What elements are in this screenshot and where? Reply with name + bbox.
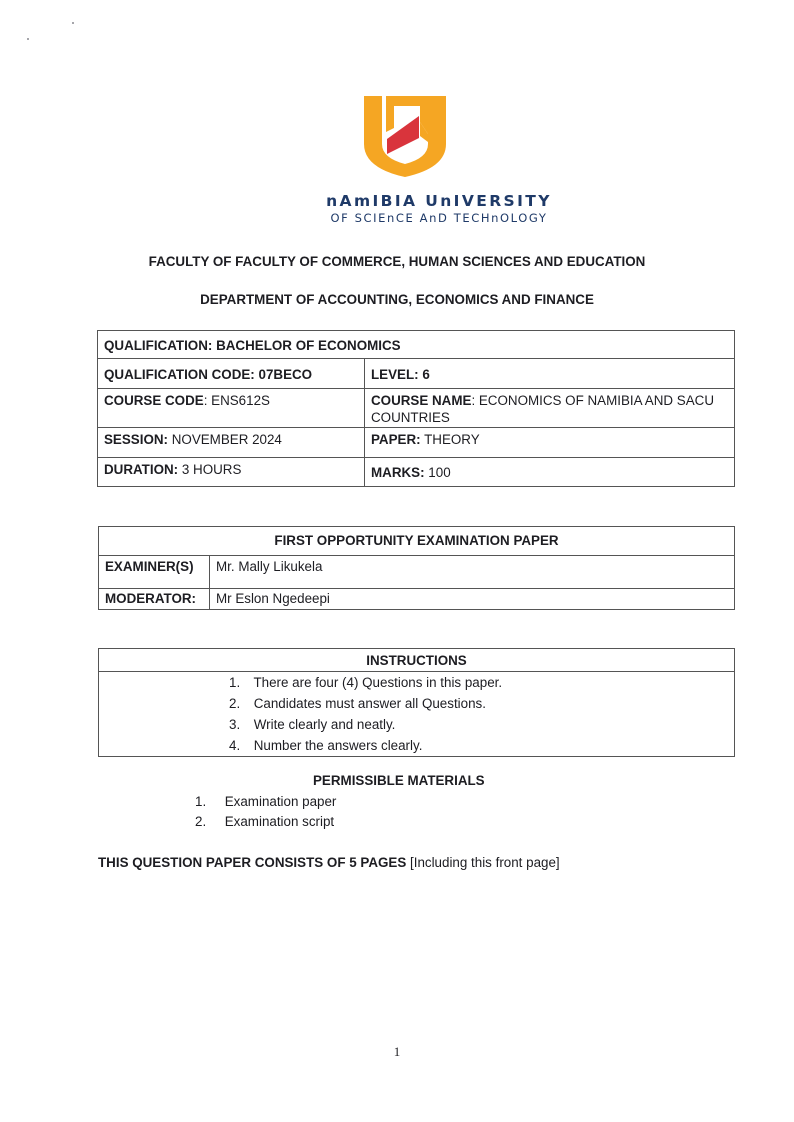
duration-label: DURATION: bbox=[104, 462, 179, 477]
permissible-materials-list bbox=[195, 792, 336, 832]
level-value: 6 bbox=[422, 367, 430, 382]
marks-value: 100 bbox=[428, 465, 451, 480]
course-name-value: : ECONOMICS OF NAMIBIA AND SACU COUNTRIES bbox=[371, 393, 714, 425]
course-name-label: COURSE NAME bbox=[371, 393, 472, 408]
scan-speck bbox=[72, 22, 74, 24]
instruction-item: 1. There are four (4) Questions in this paper. bbox=[229, 675, 503, 690]
course-code-label: COURSE CODE bbox=[104, 393, 204, 408]
moderator-value: Mr Eslon Ngedeepi bbox=[210, 589, 735, 610]
nust-shield-logo-icon bbox=[358, 92, 452, 178]
instruction-item: 2. Candidates must answer all Questions. bbox=[229, 696, 486, 711]
faculty-heading: FACULTY OF FACULTY OF COMMERCE, HUMAN SCIENCES AND EDUCATION bbox=[148, 254, 646, 269]
qualification-label: QUALIFICATION: bbox=[104, 338, 213, 353]
qualification-code-value: 07BECO bbox=[258, 367, 313, 382]
page-count-normal: [Including this front page] bbox=[406, 855, 560, 870]
moderator-label: MODERATOR: bbox=[99, 589, 210, 610]
material-item: 1. Examination paper bbox=[195, 794, 337, 809]
instructions-body bbox=[99, 672, 735, 757]
page-number: 1 bbox=[393, 1044, 401, 1059]
scan-speck bbox=[27, 38, 29, 40]
marks-cell bbox=[365, 458, 735, 487]
paper-value: THEORY bbox=[424, 432, 480, 447]
department-heading: DEPARTMENT OF ACCOUNTING, ECONOMICS AND FINANCE bbox=[200, 292, 594, 307]
qualification-cell bbox=[98, 331, 735, 359]
page-count-bold: THIS QUESTION PAPER CONSISTS OF 5 PAGES bbox=[98, 855, 407, 870]
duration-value: 3 HOURS bbox=[181, 462, 242, 477]
course-code-value: : ENS612S bbox=[203, 393, 270, 408]
examiner-table bbox=[98, 526, 735, 610]
university-name: nAmIBIA UnIVERSITY bbox=[326, 192, 552, 210]
paper-cell bbox=[365, 428, 735, 458]
exam-title: FIRST OPPORTUNITY EXAMINATION PAPER bbox=[99, 527, 735, 556]
university-subtitle: OF SCIEnCE AnD TECHnOLOGY bbox=[330, 211, 548, 225]
permissible-materials-title: PERMISSIBLE MATERIALS bbox=[313, 773, 485, 788]
course-name-cell bbox=[365, 389, 735, 428]
qualification-value: BACHELOR OF ECONOMICS bbox=[216, 338, 401, 353]
examiner-label: EXAMINER(S) bbox=[99, 556, 210, 589]
session-cell bbox=[98, 428, 365, 458]
paper-label: PAPER: bbox=[371, 432, 421, 447]
session-label: SESSION: bbox=[104, 432, 168, 447]
page-count-note bbox=[98, 855, 560, 870]
course-info-table bbox=[97, 330, 735, 487]
instructions-list bbox=[99, 672, 734, 756]
examiner-value: Mr. Mally Likukela bbox=[210, 556, 735, 589]
duration-cell bbox=[98, 458, 365, 487]
marks-label: MARKS: bbox=[371, 465, 425, 480]
instruction-item: 3. Write clearly and neatly. bbox=[229, 717, 396, 732]
level-cell bbox=[365, 359, 735, 389]
material-item: 2. Examination script bbox=[195, 814, 335, 829]
instruction-item: 4. Number the answers clearly. bbox=[229, 738, 423, 753]
session-value: NOVEMBER 2024 bbox=[171, 432, 282, 447]
qualification-code-label: QUALIFICATION CODE: bbox=[104, 367, 255, 382]
qualification-code-cell bbox=[98, 359, 365, 389]
instructions-title: INSTRUCTIONS bbox=[99, 649, 735, 672]
instructions-table bbox=[98, 648, 735, 757]
level-label: LEVEL: bbox=[371, 367, 419, 382]
course-code-cell bbox=[98, 389, 365, 428]
